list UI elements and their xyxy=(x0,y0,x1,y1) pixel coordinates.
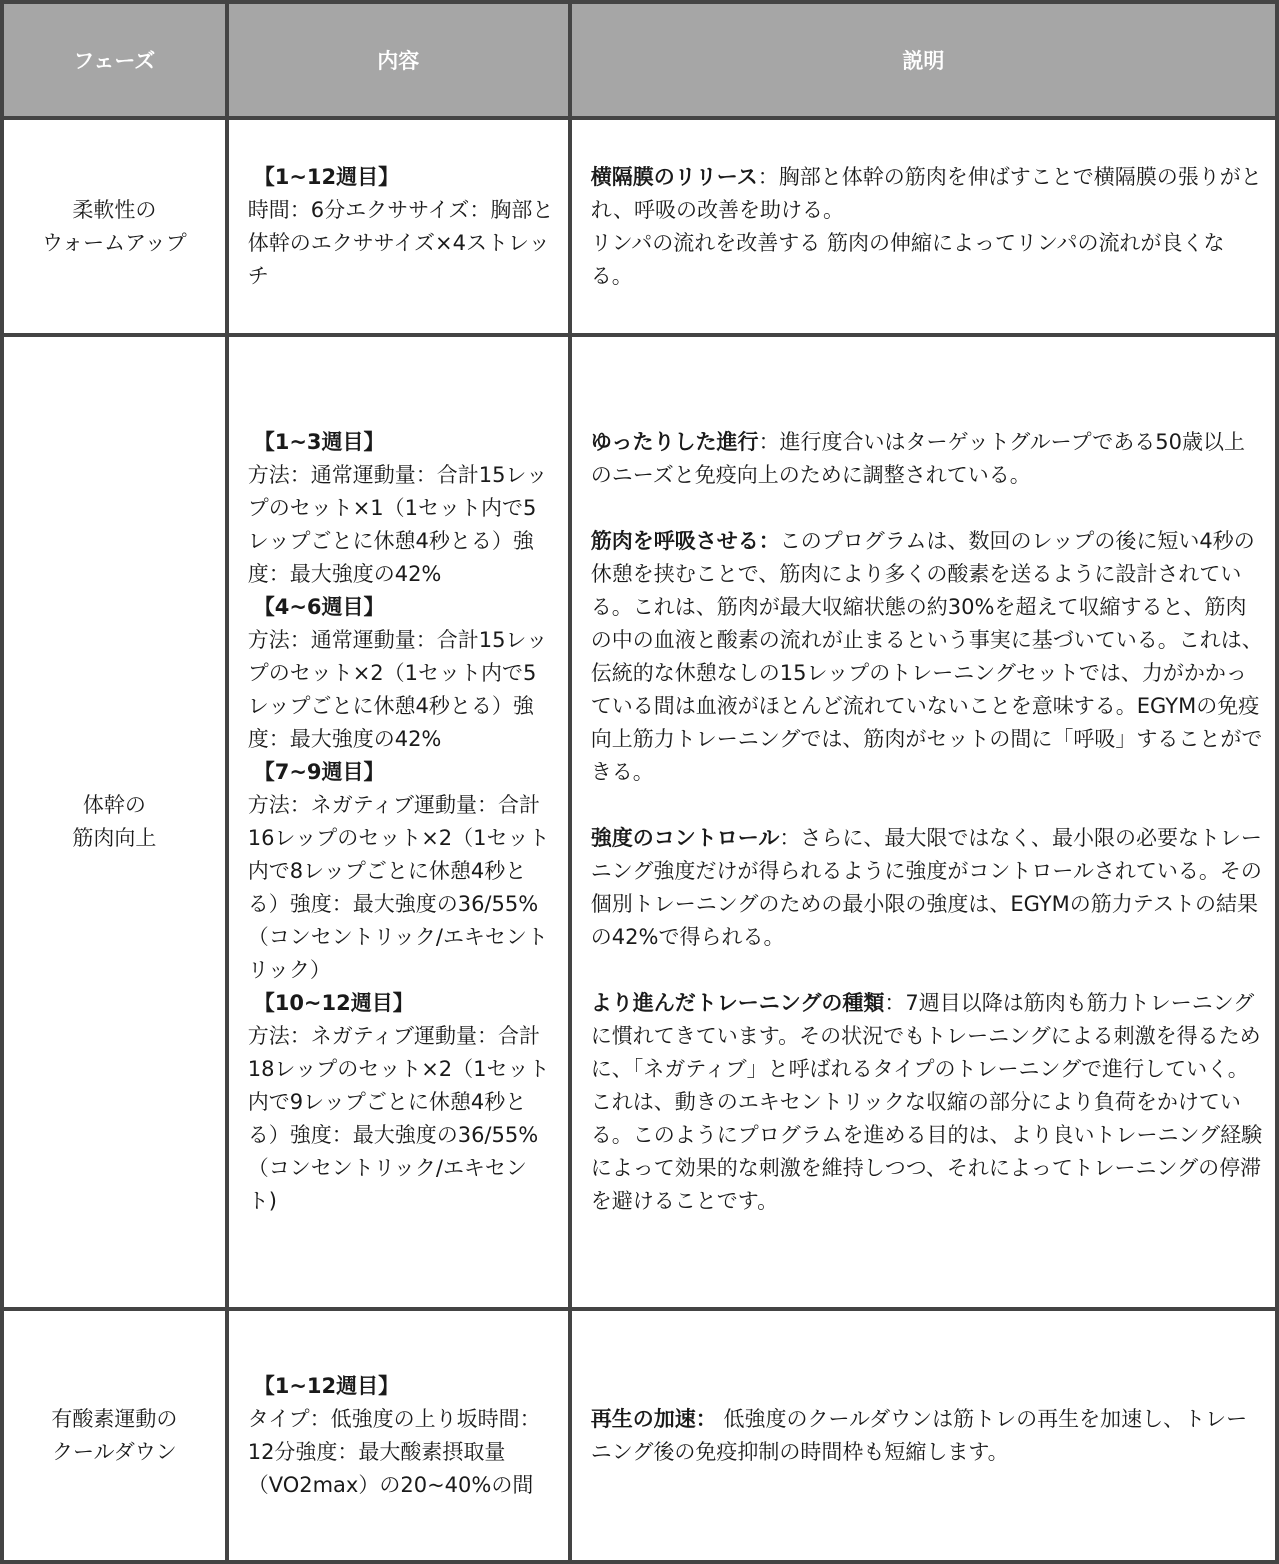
description-text: ：さらに、最大限ではなく、最小限の必要なトレーニング強度だけが得られるように強度がコントロールされている。その個別トレーニングのための最小限の強度は、EGYMの筋力テストの結果の42%で得られる。 xyxy=(590,826,1262,949)
description-heading: より進んだトレーニングの種類 xyxy=(590,991,885,1015)
phase-cell xyxy=(2,335,227,1309)
description-cell xyxy=(570,118,1277,335)
description-heading: 筋肉を呼吸させる： xyxy=(590,529,780,553)
description-paragraph xyxy=(591,987,1265,1218)
description-heading: 横隔膜のリリース xyxy=(590,164,758,189)
week-range: 【1~12週目】 xyxy=(253,164,400,189)
description-heading: 再生の加速： xyxy=(590,1406,717,1431)
phase-label: 有酸素運動の xyxy=(51,1406,178,1431)
content-cell xyxy=(227,1309,570,1562)
description-paragraph xyxy=(591,822,1265,954)
phase-label: クールダウン xyxy=(51,1439,177,1464)
description-text: 低強度のクールダウンは筋トレの再生を加速し、トレーニング後の免疫抑制の時間枠も短縮します。 xyxy=(590,1406,1248,1464)
table-row xyxy=(2,335,1277,1309)
phase-cell xyxy=(2,118,227,335)
phase-cell xyxy=(2,1309,227,1562)
phase-label: 柔軟性の xyxy=(72,197,157,222)
phase-label: ウォームアップ xyxy=(42,230,187,255)
week-range: 【7~9週目】 xyxy=(253,760,385,784)
description-paragraph xyxy=(591,525,1265,789)
description-text: このプログラムは、数回のレップの後に短い4秒の休憩を挟むことで、筋肉により多くの酸素を送るように設計されている。これは、筋肉が最大収縮状態の約30%を超えて収縮すると、筋肉の中の血液と酸素の流れが止まるという事実に基づいている。これは、伝統的な休憩なしの15レップのトレーニングセットでは、力がかかっている間は血液がほとんど流れていないことを意味する。EGYMの免疫向上筋力トレーニングでは、筋肉がセットの間に「呼吸」することができる。 xyxy=(590,529,1263,784)
phase-label: 体幹の xyxy=(82,793,146,817)
week-details: タイプ：低強度の上り坂時間：12分強度：最大酸素摂取量（VO2max）の20~40%の間 xyxy=(247,1406,541,1497)
phase-label: 筋肉向上 xyxy=(72,826,157,850)
description-text: ：進行度合いはターゲットグループである50歳以上のニーズと免疫向上のために調整されている。 xyxy=(590,430,1245,487)
description-paragraph xyxy=(591,1403,1265,1469)
description-text: リンパの流れを改善する 筋肉の伸縮によってリンパの流れが良くなる。 xyxy=(590,230,1225,288)
header-phase: フェーズ xyxy=(2,2,227,118)
week-range: 【10~12週目】 xyxy=(253,991,414,1015)
description-cell xyxy=(570,1309,1277,1562)
week-range: 【1~3週目】 xyxy=(253,430,385,454)
description-text: ：7週目以降は筋肉も筋力トレーニングに慣れてきています。その状況でもトレーニングによる刺激を得るために、「ネガティブ」と呼ばれるタイプのトレーニングで進行していく。これは、動きのエキセントリックな収縮の部分により負荷をかけている。このようにプログラムを進める目的は、より良いトレーニング経験によって効果的な刺激を維持しつつ、それによってトレーニングの停滞を避けることです。 xyxy=(590,991,1263,1213)
week-details: 方法：ネガティブ運動量：合計18レップのセット×2（1セット内で9レップごとに休憩4秒とる）強度：最大強度の36/55%（コンセントリック/エキセント) xyxy=(247,1024,550,1213)
table-header-row xyxy=(2,2,1277,118)
week-range: 【4~6週目】 xyxy=(253,595,385,619)
header-content: 内容 xyxy=(227,2,570,118)
description-paragraph xyxy=(591,227,1265,293)
content-cell xyxy=(227,118,570,335)
description-paragraph xyxy=(591,161,1265,227)
content-cell xyxy=(227,335,570,1309)
week-details: 方法：ネガティブ運動量：合計16レップのセット×2（1セット内で8レップごとに休憩4秒とる）強度：最大強度の36/55%（コンセントリック/エキセントリック） xyxy=(247,793,550,982)
week-details: 方法：通常運動量：合計15レップのセット×1（1セット内で5レップごとに休憩4秒とる）強度：最大強度の42% xyxy=(247,463,548,586)
description-heading: 強度のコントロール xyxy=(590,826,780,850)
description-text: ：胸部と体幹の筋肉を伸ばすことで横隔膜の張りがとれ、呼吸の改善を助ける。 xyxy=(590,164,1262,222)
week-details: 方法：通常運動量：合計15レップのセット×2（1セット内で5レップごとに休憩4秒とる）強度：最大強度の42% xyxy=(247,628,548,751)
description-cell xyxy=(570,335,1277,1309)
description-paragraph xyxy=(591,426,1265,492)
table-row xyxy=(2,118,1277,335)
table-row xyxy=(2,1309,1277,1562)
week-range: 【1~12週目】 xyxy=(253,1373,400,1398)
header-description: 説明 xyxy=(570,2,1277,118)
week-details: 時間：6分エクササイズ：胸部と体幹のエクササイズ×4ストレッチ xyxy=(247,197,554,288)
description-heading: ゆったりした進行 xyxy=(590,430,759,454)
